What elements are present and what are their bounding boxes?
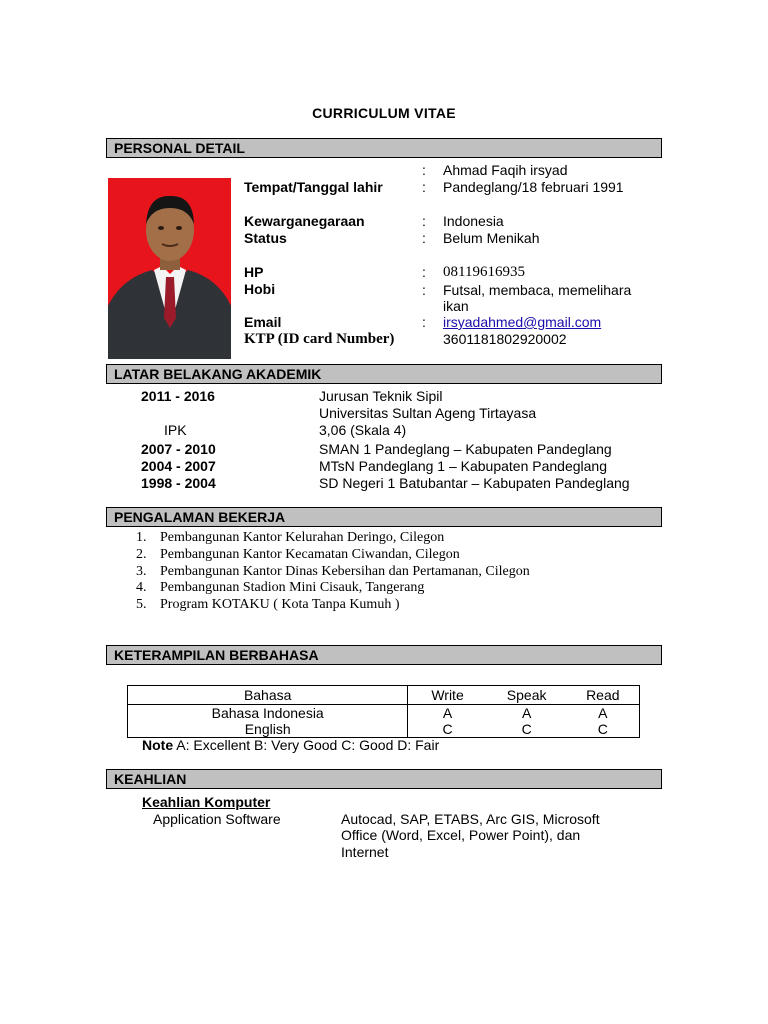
section-title-language: KETERAMPILAN BERBAHASA [114,647,319,663]
academic-line: Universitas Sultan Ageng Tirtayasa [319,405,537,421]
birth-value: Pandeglang/18 februari 1991 [443,179,624,195]
table-cell: C [408,721,487,738]
section-bar-skills [106,769,662,789]
section-title-academic: LATAR BELAKANG AKADEMIK [114,366,322,382]
academic-school: MTsN Pandeglang 1 – Kabupaten Pandeglang [319,458,607,474]
section-bar-language [106,645,662,665]
table-cell: A [521,705,532,721]
colon: : [422,179,426,195]
table-cell: Bahasa Indonesia [128,705,408,722]
table-header: Bahasa [128,686,408,705]
name-value: Ahmad Faqih irsyad [443,162,568,178]
hobby-value-line1: Futsal, membaca, memelihara [443,282,632,298]
table-row [128,705,640,722]
skills-item-value: Internet [341,844,389,860]
table-cell: A [408,705,487,722]
academic-school: SD Negeri 1 Batubantar – Kabupaten Pandeglang [319,475,630,491]
section-bar-academic [106,364,662,384]
skills-item-value: Autocad, SAP, ETABS, Arc GIS, Microsoft [341,811,600,827]
academic-years: 2007 - 2010 [141,441,216,457]
hp-label: HP [244,264,264,280]
colon: : [422,314,426,330]
colon: : [422,230,426,246]
section-title-work: PENGALAMAN BEKERJA [114,509,286,525]
skills-item-value: Office (Word, Excel, Power Point), dan [341,827,581,843]
document-title: CURRICULUM VITAE [312,105,456,121]
section-bar-personal [106,138,662,158]
email-label: Email [244,314,282,330]
section-bar-work [106,507,662,527]
note-text: A: Excellent B: Very Good C: Good D: Fair [173,737,440,753]
language-table [127,685,640,738]
ktp-value: 3601181802920002 [443,331,567,347]
table-header: Write [408,686,487,705]
citizenship-label: Kewarganegaraan [244,213,365,229]
work-list [136,530,530,614]
hobby-label: Hobi [244,281,276,297]
table-cell: C [487,721,567,738]
list-item: 1. Pembangunan Kantor Kelurahan Deringo, Cilegon [136,530,445,545]
ipk-label: IPK [164,422,187,438]
list-item: 4. Pembangunan Stadion Mini Cisauk, Tangerang [136,580,425,596]
colon: : [422,213,426,229]
note-label: Note [142,737,174,753]
citizenship-value: Indonesia [443,213,504,229]
hobby-value-line2: ikan [443,298,469,314]
status-value: Belum Menikah [443,230,540,246]
colon: : [422,282,426,298]
table-header-row [128,686,640,705]
ipk-value: 3,06 (Skala 4) [319,422,407,438]
list-item: 2. Pembangunan Kantor Kecamatan Ciwandan, Cilegon [136,546,460,562]
academic-line: Jurusan Teknik Sipil [319,388,443,404]
academic-years: 1998 - 2004 [141,475,216,491]
ktp-label: KTP (ID card Number) [244,331,395,347]
status-label: Status [244,230,287,246]
skills-heading: Keahlian Komputer [142,794,271,810]
skills-item-label: Application Software [153,811,281,827]
list-item: 3. Pembangunan Kantor Dinas Kebersihan dan Pertamanan, Cilegon [136,563,530,579]
academic-years: 2004 - 2007 [141,458,216,474]
table-row [128,721,640,738]
language-note [142,737,439,753]
profile-photo [108,178,231,359]
section-title-personal: PERSONAL DETAIL [114,140,245,156]
table-cell: A [567,705,640,722]
email-link[interactable]: irsyadahmed@gmail.com [443,314,602,330]
table-header: Read [567,686,640,705]
colon: : [422,264,426,280]
table-cell: English [128,721,408,738]
table-cell: C [567,721,640,738]
academic-years: 2011 - 2016 [141,388,215,404]
section-title-skills: KEAHLIAN [114,771,187,787]
academic-school: SMAN 1 Pandeglang – Kabupaten Pandeglang [319,441,612,457]
birth-label: Tempat/Tanggal lahir [244,179,383,195]
hp-value: 08119616935 [443,264,525,280]
colon: : [422,162,426,178]
list-item: 5. Program KOTAKU ( Kota Tanpa Kumuh ) [136,597,400,613]
table-header: Speak [487,686,567,705]
